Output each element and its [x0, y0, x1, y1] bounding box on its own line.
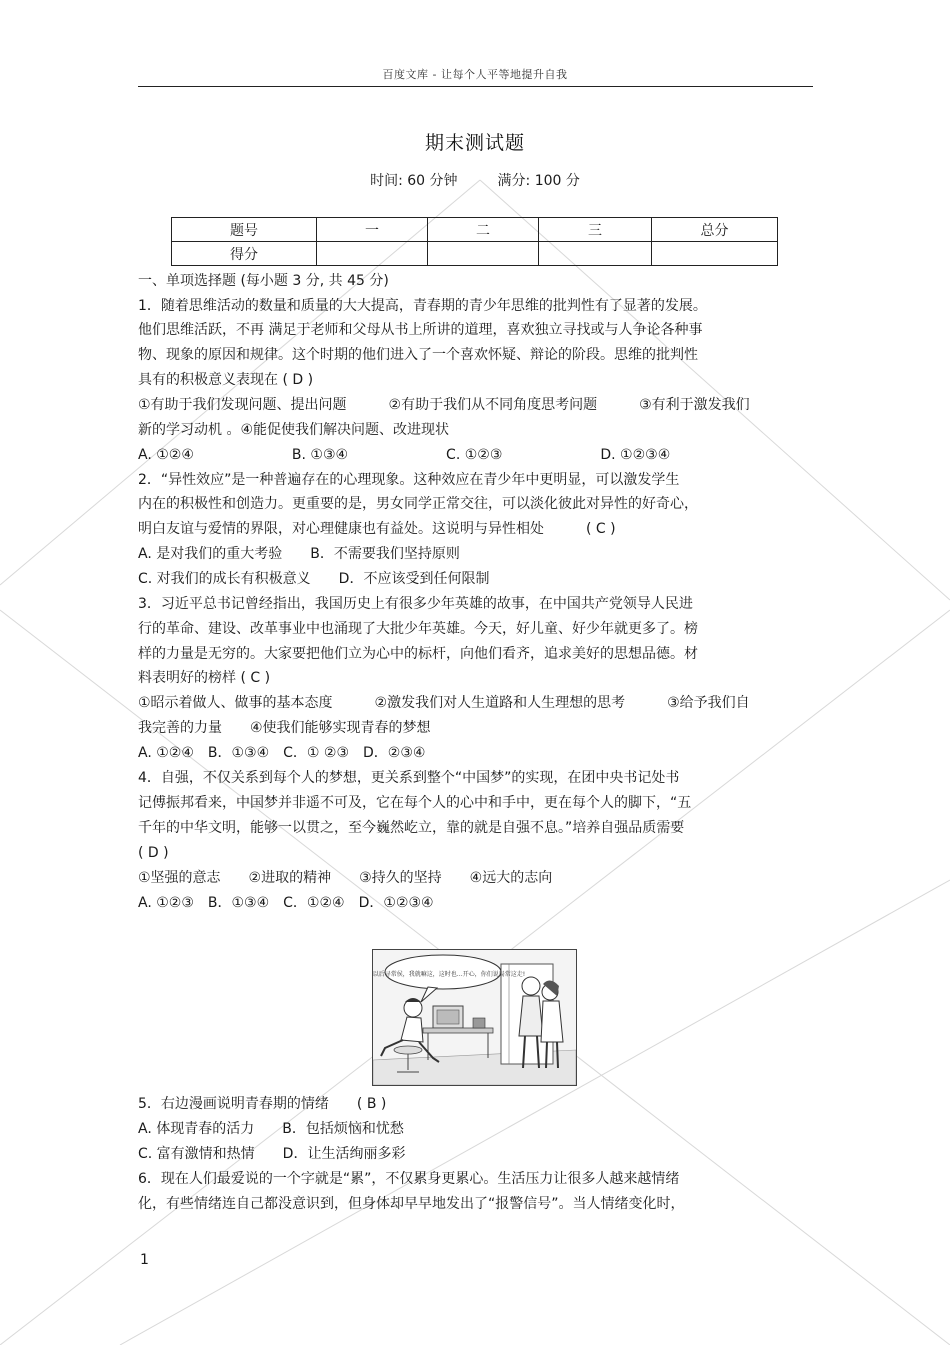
question-text: 1．随着思维活动的数量和质量的大大提高，青春期的青少年思维的批判性有了显著的发展。 [138, 298, 707, 314]
question-text: ( D ) [138, 845, 169, 861]
question-text: 2．“异性效应”是一种普遍存在的心理现象。这种效应在青少年中更明显，可以激发学生 [138, 472, 680, 488]
question-text: 他们思维活跃，不再 满足于老师和父母从书上所讲的道理，喜欢独立寻找或与人争论各种事 [138, 322, 703, 338]
cartoon-image [372, 949, 577, 1086]
question-statement: ①坚强的意志 ②进取的精神 ③持久的坚持 ④远大的志向 [138, 870, 553, 886]
score-cell[interactable] [539, 242, 652, 266]
cartoon-caption: 我们以后寻常侯，我就嘛这，这时也…开心，你们说局常这走! [373, 971, 526, 978]
document-header: 百度文库 - 让每个人平等地提升自我 [382, 68, 568, 81]
question-text: 6．现在人们最爱说的一个字就是“累”，不仅累身更累心。生活压力让很多人越来越情绪 [138, 1171, 680, 1187]
answer-options: C. 对我们的成长有积极意义 D．不应该受到任何限制 [138, 571, 490, 587]
answer-options: A. ①②④ B. ①③④ C. ①②③ D. ①②③④ [138, 447, 671, 463]
score-table-score-row [172, 242, 778, 266]
page-number: 1 [140, 1252, 149, 1268]
question-text: 5．右边漫画说明青春期的情绪 ( B ) [138, 1096, 387, 1112]
score-table-header-row [172, 218, 778, 242]
score-cell[interactable] [428, 242, 539, 266]
exam-time: 时间: 60 分钟 [370, 173, 458, 189]
page-title: 期末测试题 [424, 132, 525, 154]
header-divider [138, 86, 813, 87]
question-text: 明白友谊与爱情的界限，对心理健康也有益处。这说明与异性相处 ( C ) [138, 521, 616, 537]
score-cell[interactable] [317, 242, 428, 266]
question-text: 料表明好的榜样 ( C ) [138, 670, 271, 686]
score-table-header-cell: 一 [317, 218, 428, 242]
score-table-row-label: 得分 [172, 242, 317, 266]
question-text: 记傅振邦看来，中国梦并非遥不可及，它在每个人的心中和手中，更在每个人的脚下，“五 [138, 795, 692, 811]
question-text: 样的力量是无穷的。大家要把他们立为心中的标杆，向他们看齐，追求美好的思想品德。材 [138, 646, 698, 662]
question-statement: 新的学习动机 。④能促使我们解决问题、改进现状 [138, 422, 449, 438]
exam-meta [0, 170, 950, 190]
question-statement: ①昭示着做人、做事的基本态度 ②激发我们对人生道路和人生理想的思考 ③给予我们自 [138, 695, 750, 711]
score-cell[interactable] [652, 242, 778, 266]
answer-options: A. ①②④ B．①③④ C．① ②③ D．②③④ [138, 745, 426, 761]
question-text: 物、现象的原因和规律。这个时期的他们进入了一个喜欢怀疑、辩论的阶段。思维的批判性 [138, 347, 698, 363]
question-text: 3．习近平总书记曾经指出，我国历史上有很多少年英雄的故事，在中国共产党领导人民进 [138, 596, 693, 612]
answer-options: A. ①②③ B．①③④ C．①②④ D．①②③④ [138, 895, 434, 911]
question-text: 行的革命、建设、改革事业中也涌现了大批少年英雄。今天，好儿童、好少年就更多了。榜 [138, 621, 698, 637]
question-text: 内在的积极性和创造力。更重要的是，男女同学正常交往，可以淡化彼此对异性的好奇心， [138, 496, 698, 512]
score-table-header-cell: 总分 [652, 218, 778, 242]
question-statement: 我完善的力量 ④使我们能够实现青春的梦想 [138, 720, 431, 736]
answer-options: A. 体现青春的活力 B．包括烦恼和忧愁 [138, 1121, 404, 1137]
section-heading: 一、单项选择题 (每小题 3 分, 共 45 分) [138, 273, 389, 289]
question-text: 化，有些情绪连自己都没意识到，但身体却早早地发出了“报警信号”。当人情绪变化时， [138, 1196, 685, 1212]
answer-options: A. 是对我们的重大考验 B．不需要我们坚持原则 [138, 546, 460, 562]
question-text: 千年的中华文明，能够一以贯之，至今巍然屹立，靠的就是自强不息。”培养自强品质需要 [138, 820, 685, 836]
answer-options: C. 富有激情和热情 D．让生活绚丽多彩 [138, 1146, 406, 1162]
score-table-header-cell: 题号 [172, 218, 317, 242]
score-table-header-cell: 二 [428, 218, 539, 242]
score-table [171, 217, 778, 266]
question-text: 4．自强，不仅关系到每个人的梦想，更关系到整个“中国梦”的实现，在团中央书记处书 [138, 770, 680, 786]
score-table-header-cell: 三 [539, 218, 652, 242]
exam-full-score: 满分: 100 分 [497, 173, 580, 189]
question-statement: ①有助于我们发现问题、提出问题 ②有助于我们从不同角度思考问题 ③有利于激发我们 [138, 397, 750, 413]
question-text: 具有的积极意义表现在 ( D ) [138, 372, 314, 388]
